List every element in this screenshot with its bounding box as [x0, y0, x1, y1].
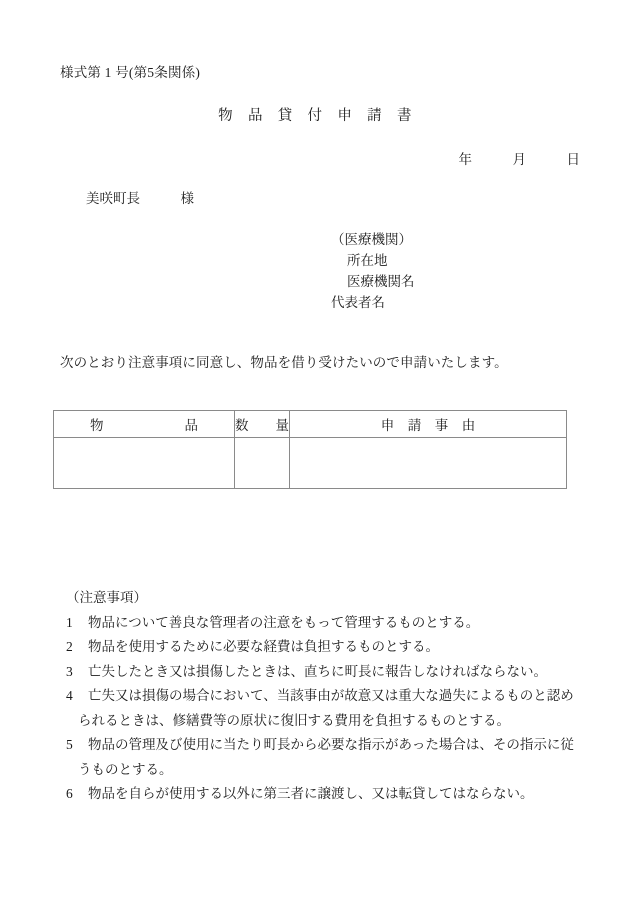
- note-number: 5: [66, 737, 73, 752]
- note-item: [60, 635, 580, 660]
- note-item: [60, 733, 580, 782]
- note-text: [78, 733, 580, 782]
- applicant-institution-label: 医療機関名: [347, 274, 415, 289]
- note-text-line1: 亡失又は損傷の場合において、当該事由が故意又は重大な過失によるものと認め: [88, 688, 574, 703]
- note-text-line2: られるときは、修繕費等の原状に復旧する費用を負担するものとする。: [78, 712, 510, 728]
- intro-sentence: 次のとおり注意事項に同意し、物品を借り受けたいので申請いたします。: [60, 355, 508, 370]
- applicant-address-label: 所在地: [347, 253, 388, 268]
- note-text: 物品を使用するために必要な経費は負担するものとする。: [88, 639, 439, 654]
- note-text-line2: うものとする。: [78, 761, 173, 777]
- note-text: 物品を自らが使用する以外に第三者に譲渡し、又は転貸してはならない。: [88, 786, 534, 801]
- note-item: [60, 684, 580, 733]
- table-cell-reason[interactable]: [290, 438, 567, 489]
- note-text: [78, 684, 580, 733]
- page-title: 物 品 貸 付 申 請 書: [218, 108, 412, 124]
- applicant-block: [331, 229, 415, 313]
- note-number: 6: [66, 786, 73, 801]
- table-cell-quantity[interactable]: [235, 438, 290, 489]
- table-header-row: [54, 411, 567, 438]
- notes-section: [60, 586, 580, 807]
- application-table: [53, 410, 567, 489]
- note-number: 3: [66, 663, 73, 679]
- addressee-line: 美咲町長 様: [86, 191, 194, 206]
- form-number: 様式第 1 号(第5条関係): [60, 65, 201, 80]
- date-line: 年 月 日: [458, 152, 580, 167]
- table-header-quantity: 数 量: [235, 411, 290, 438]
- note-item: [60, 611, 580, 636]
- applicant-category: （医療機関）: [331, 232, 412, 247]
- note-text: 亡失したとき又は損傷したときは、直ちに町長に報告しなければならない。: [88, 663, 547, 679]
- note-text: 物品について善良な管理者の注意をもって管理するものとする。: [88, 614, 480, 630]
- table-header-item: 物 品: [54, 411, 235, 438]
- note-item: [60, 782, 580, 807]
- table-cell-item[interactable]: [54, 438, 235, 489]
- note-text-line1: 物品の管理及び使用に当たり町長から必要な指示があった場合は、その指示に従: [88, 737, 574, 752]
- table-header-reason: 申 請 事 由: [290, 411, 567, 438]
- note-number: 4: [66, 688, 73, 703]
- note-number: 2: [66, 639, 73, 654]
- note-item: [60, 660, 580, 685]
- note-number: 1: [66, 614, 73, 630]
- table-row: [54, 438, 567, 489]
- applicant-representative-label: 代表者名: [331, 295, 385, 310]
- notes-heading: （注意事項）: [66, 590, 147, 605]
